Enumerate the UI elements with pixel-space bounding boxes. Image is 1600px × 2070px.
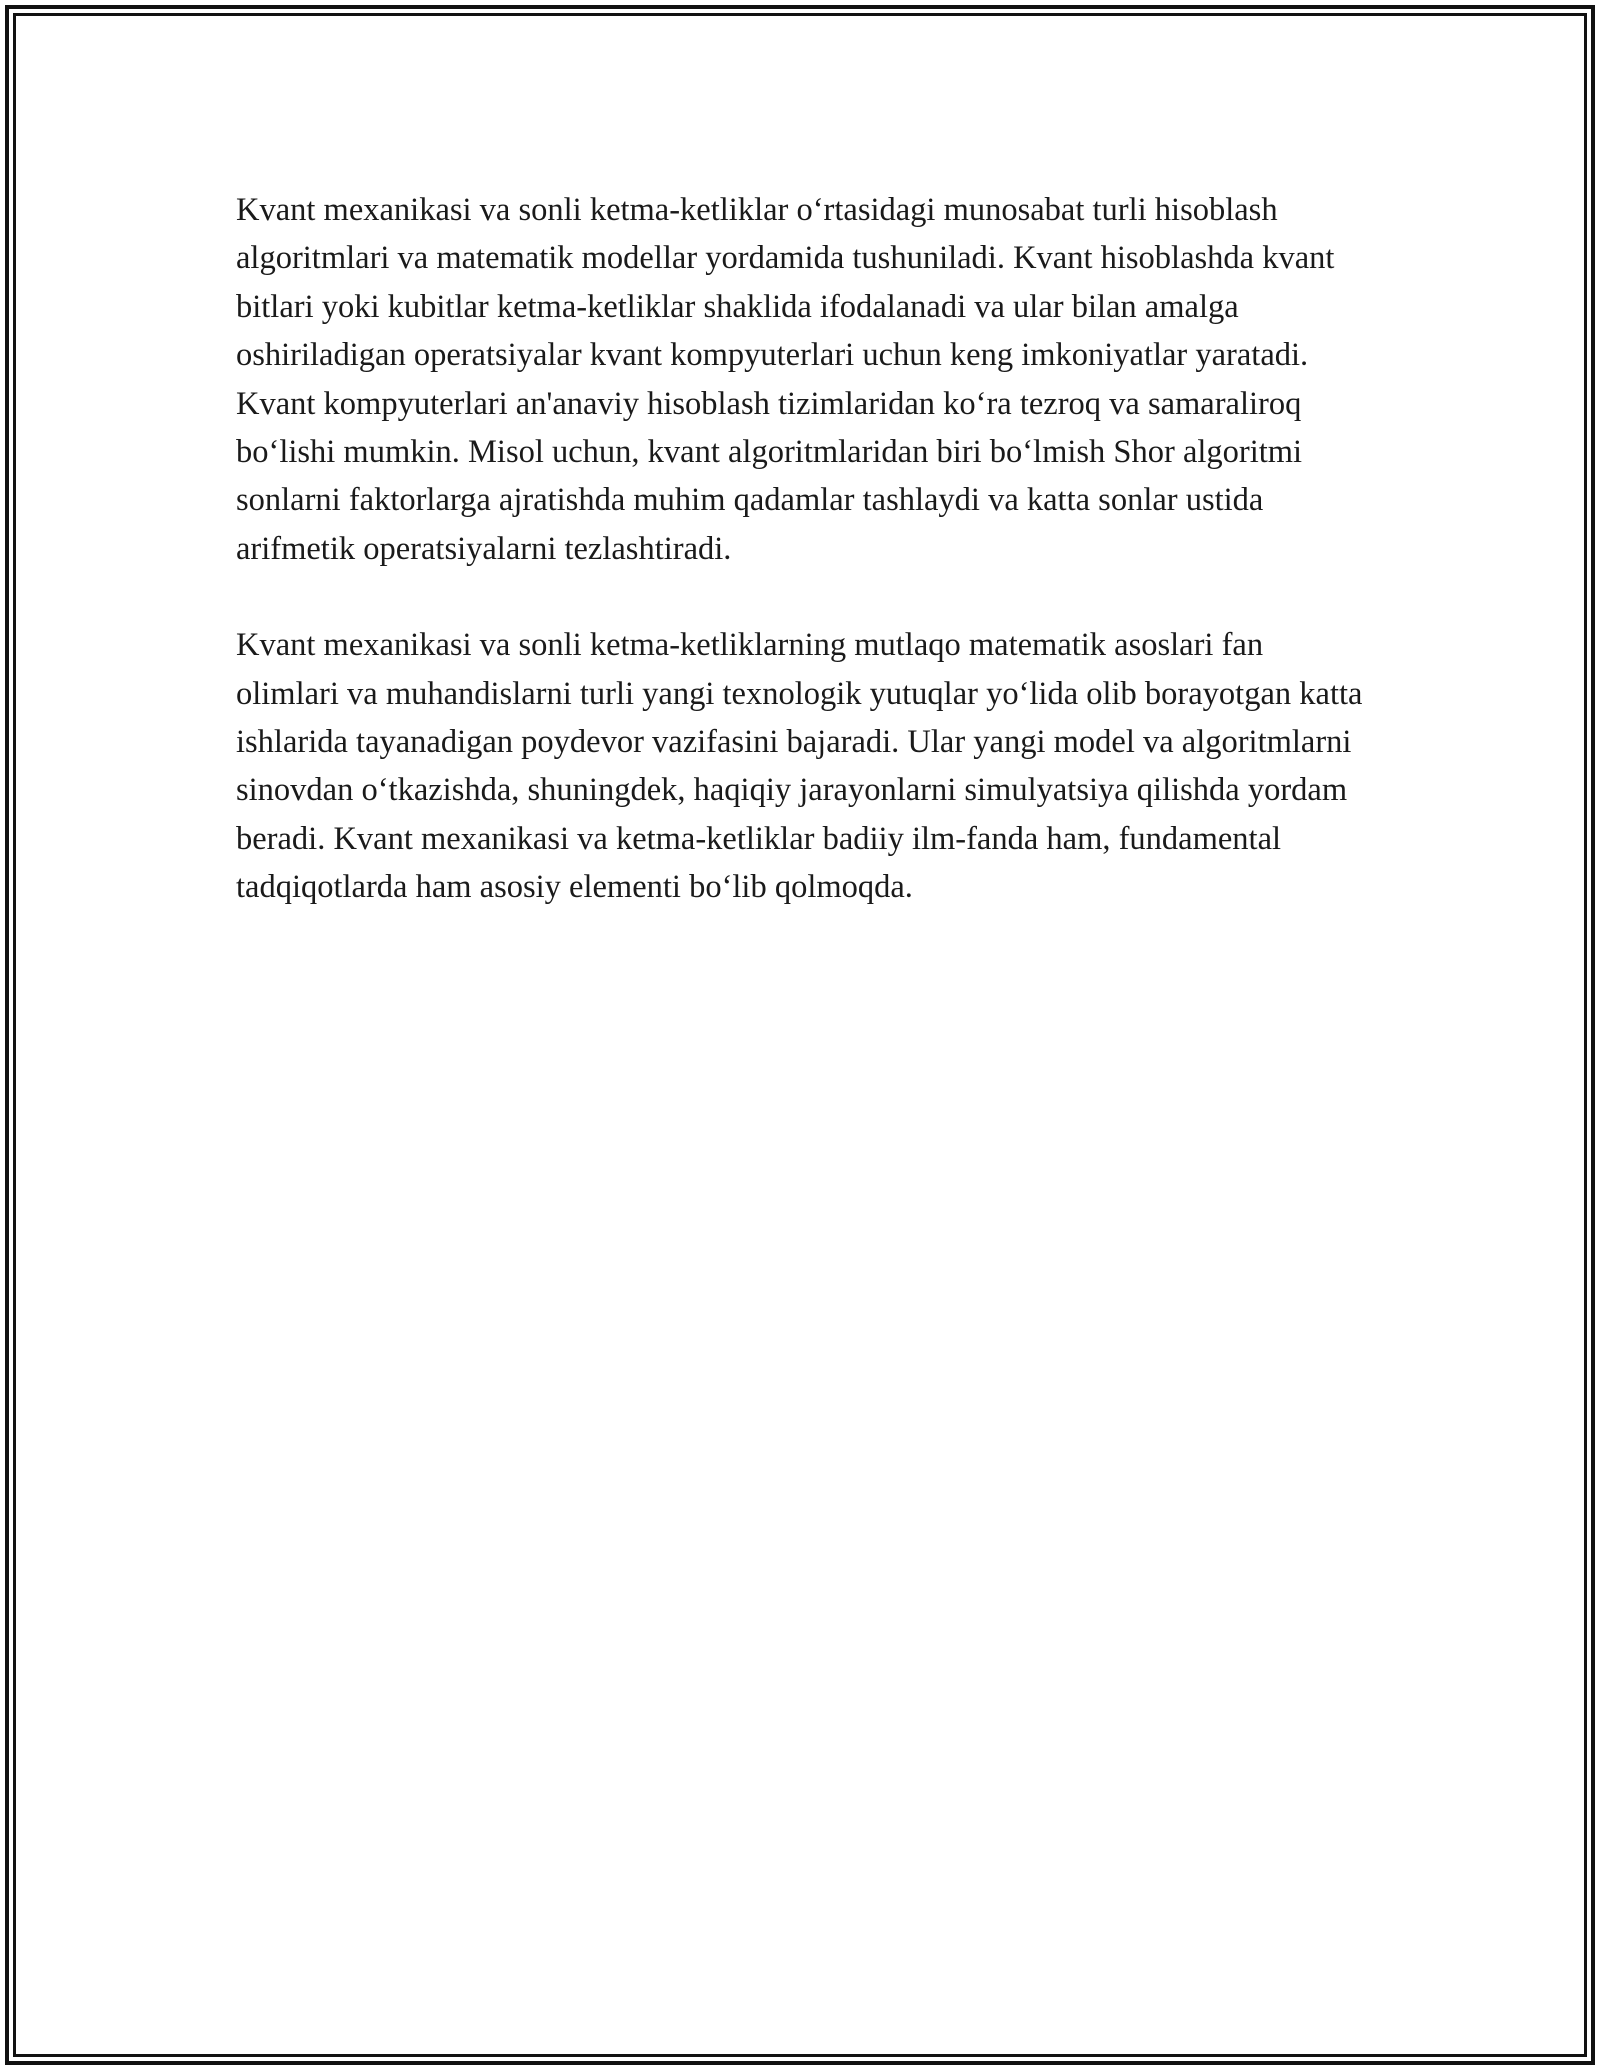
paragraph-2: Kvant mexanikasi va sonli ketma-ketliklarning mutlaqo matematik asoslari fan olimlari va muhandislarni turli yangi texnologik yutuqlar yo‘lida olib borayotgan katta ishlarida tayanadigan poydevor vazifasini bajaradi. Ular yangi model va algoritmlarni sinovdan o‘tkazishda, shuningdek, haqiqiy jarayonlarni simulyatsiya qilishda yordam beradi. Kvant mexanikasi va ketma-ketliklar badiiy ilm-fanda ham, fundamental tadqiqotlarda ham asosiy elementi bo‘lib qolmoqda. <box>236 627 1363 906</box>
paragraph-1: Kvant mexanikasi va sonli ketma-ketliklar o‘rtasidagi munosabat turli hisoblash algoritmlari va matematik modellar yordamida tushuniladi. Kvant hisoblashda kvant bitlari yoki kubitlar ketma-ketliklar shaklida ifodalanadi va ular bilan amalga oshiriladigan operatsiyalar kvant kompyuterlari uchun keng imkoniyatlar yaratadi. Kvant kompyuterlari an'anaviy hisoblash tizimlaridan ko‘ra tezroq va samaraliroq bo‘lishi mumkin. Misol uchun, kvant algoritmlaridan biri bo‘lmish Shor algoritmi sonlarni faktorlarga ajratishda muhim qadamlar tashlaydi va katta sonlar ustida arifmetik operatsiyalarni tezlashtiradi. <box>236 192 1335 567</box>
document-body <box>236 186 1366 960</box>
